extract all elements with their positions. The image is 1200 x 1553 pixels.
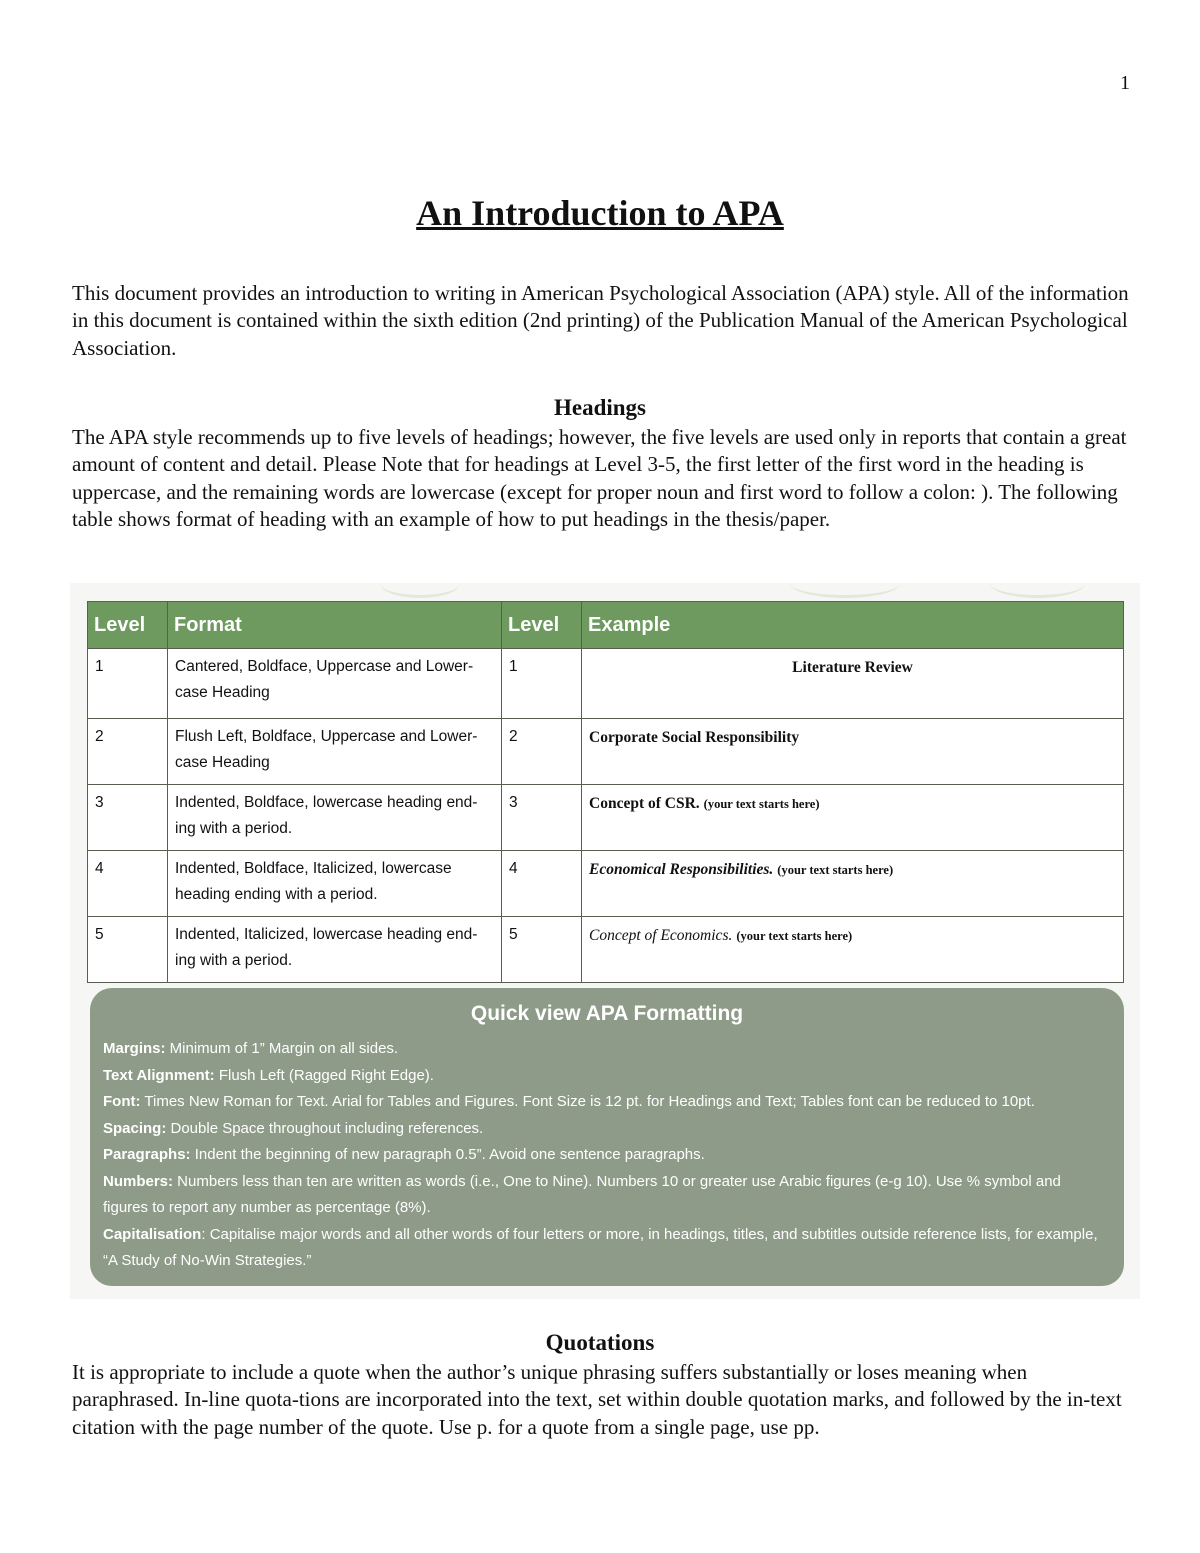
example-cell	[582, 719, 1124, 785]
level-cell: 5	[502, 917, 582, 983]
column-header-level: Level	[502, 602, 582, 649]
item-text: Minimum of 1” Margin on all sides.	[165, 1040, 399, 1057]
level-cell: 5	[88, 917, 168, 983]
decorative-arc	[380, 583, 460, 598]
headings-section-body: The APA style recommends up to five levels of headings; however, the five levels are used only in reports that contain a great amount of content and detail. Please Note that for headings at Level 3-5, the first letter of the first word in the heading is uppercase, and the remaining words are lowercase (except for proper noun and first word to follow a colon: ). The following table shows format of heading with an example of how to put headings in the thesis/paper.	[72, 425, 1127, 531]
page-number: 1	[1120, 72, 1130, 94]
table-header-row	[88, 602, 1124, 649]
example-heading: Concept of CSR.	[589, 795, 700, 812]
item-text: Indent the beginning of new paragraph 0.5”. Avoid one sentence paragraphs.	[190, 1146, 705, 1163]
table-row	[88, 851, 1124, 917]
example-cell	[582, 917, 1124, 983]
item-label: Paragraphs:	[103, 1146, 191, 1163]
example-cell	[582, 851, 1124, 917]
table-row	[88, 917, 1124, 983]
quick-view-item	[103, 1036, 1110, 1063]
apa-headings-figure	[70, 583, 1140, 1299]
level-cell: 1	[88, 649, 168, 719]
level-cell: 3	[502, 785, 582, 851]
level-cell: 1	[502, 649, 582, 719]
example-heading: Concept of Economics.	[589, 927, 733, 944]
item-text: Times New Roman for Text. Arial for Tables and Figures. Font Size is 12 pt. for Headings and Text; Tables font can be reduced to 10pt.	[140, 1093, 1035, 1110]
example-cell	[582, 785, 1124, 851]
quotations-section-heading: Quotations	[545, 1330, 655, 1355]
decorative-arc	[790, 583, 900, 598]
item-label: Spacing:	[103, 1119, 167, 1137]
decorative-arc	[990, 583, 1085, 598]
quick-view-title: Quick view APA Formatting	[470, 1002, 744, 1025]
heading-levels-table	[87, 601, 1124, 983]
item-label: Numbers:	[103, 1172, 174, 1190]
table-row	[88, 649, 1124, 719]
format-cell: Cantered, Boldface, Uppercase and Lower-case Heading	[168, 649, 502, 719]
level-cell: 2	[88, 719, 168, 785]
quick-view-item	[103, 1116, 1110, 1143]
quick-view-item	[103, 1089, 1110, 1116]
format-cell: Indented, Boldface, Italicized, lowercase heading ending with a period.	[168, 851, 502, 917]
item-text: : Capitalise major words and all other words of four letters or more, in headings, titles, and subtitles outside reference lists, for example, “A Study of No-Win Strategies.”	[103, 1225, 1098, 1269]
level-cell: 3	[88, 785, 168, 851]
table-row	[88, 785, 1124, 851]
item-label: Capitalisation	[103, 1225, 202, 1243]
item-label: Font:	[103, 1093, 141, 1110]
quick-view-item	[103, 1063, 1110, 1090]
level-cell: 4	[88, 851, 168, 917]
item-text: Flush Left (Ragged Right Edge).	[214, 1066, 434, 1084]
item-text: Double Space throughout including references.	[166, 1119, 484, 1137]
level-cell: 4	[502, 851, 582, 917]
column-header-example: Example	[582, 602, 1124, 649]
intro-paragraph: This document provides an introduction to writing in American Psychological Association (APA) style. All of the information in this document is contained within the sixth edition (2nd printing) of the Publication Manual of the American Psychological Association.	[72, 281, 1129, 360]
quick-view-panel	[90, 988, 1124, 1286]
format-cell: Flush Left, Boldface, Uppercase and Lower-case Heading	[168, 719, 502, 785]
example-heading: Literature Review	[792, 659, 913, 676]
column-header-format: Format	[168, 602, 502, 649]
example-note: (your text starts here)	[703, 797, 820, 811]
quotations-section-body: It is appropriate to include a quote when the author’s unique phrasing suffers substantially or loses meaning when paraphrased. In-line quota-tions are incorporated into the text, set within double quotation marks, and followed by the in-text citation with the page number of the quote. Use p. for a quote from a single page, use pp.	[72, 1360, 1122, 1439]
column-header-level: Level	[88, 602, 168, 649]
item-label: Margins:	[103, 1040, 166, 1057]
document-title: An Introduction to APA	[416, 193, 784, 233]
example-note: (your text starts here)	[736, 929, 853, 943]
example-heading: Corporate Social Responsibility	[589, 729, 800, 746]
quick-view-item	[103, 1142, 1110, 1169]
level-cell: 2	[502, 719, 582, 785]
example-cell	[582, 649, 1124, 719]
example-note: (your text starts here)	[777, 863, 894, 877]
format-cell: Indented, Italicized, lowercase heading end-ing with a period.	[168, 917, 502, 983]
headings-section-heading: Headings	[553, 395, 647, 420]
item-label: Text Alignment:	[103, 1066, 215, 1084]
quick-view-item	[103, 1222, 1110, 1275]
quick-view-item	[103, 1169, 1110, 1222]
example-heading: Economical Responsibilities.	[589, 861, 774, 878]
format-cell: Indented, Boldface, lowercase heading end-ing with a period.	[168, 785, 502, 851]
item-text: Numbers less than ten are written as words (i.e., One to Nine). Numbers 10 or greater use Arabic figures (e-g 10). Use % symbol and figures to report any number as percentage (8%).	[103, 1172, 1061, 1216]
table-row	[88, 719, 1124, 785]
